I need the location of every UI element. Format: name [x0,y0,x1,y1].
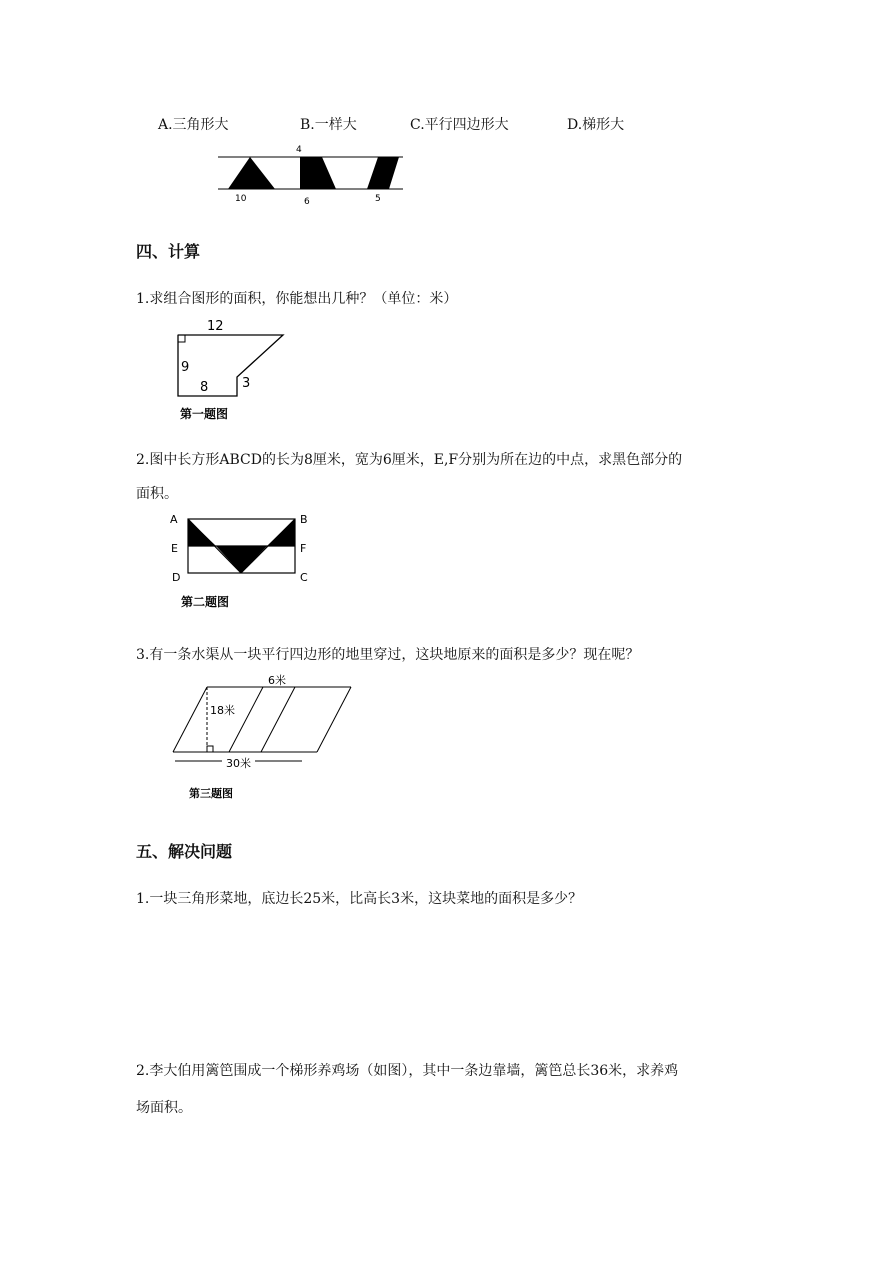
label-base-6: 6 [304,197,310,207]
section-5-question-1: 1.一块三角形菜地，底边长25米，比高长3米，这块菜地的面积是多少？ [136,891,583,907]
fig1-label-12: 12 [207,319,224,334]
fig1-caption: 第一题图 [180,407,229,421]
canal-left-edge [229,687,263,752]
label-top-4: 4 [296,145,302,155]
fig3-caption: 第三题图 [189,787,233,800]
midpoint-e: E [171,542,178,555]
left-edge [173,687,207,752]
right-angle-marker [207,746,213,752]
fig3-label-6m: 6米 [268,674,286,687]
section-4-title: 四、计算 [136,242,201,261]
fig3-label-30m: 30米 [226,757,251,770]
option-a: A.三角形大 [158,117,229,133]
fig2-caption: 第二题图 [181,595,230,609]
section-5-title: 五、解决问题 [136,842,233,861]
label-base-5: 5 [375,194,381,204]
midpoint-f: F [300,542,307,555]
label-base-10: 10 [235,194,247,204]
vertex-b: B [300,513,308,526]
fig1-label-3: 3 [242,376,251,391]
section-4-question-2-line-1: 2.图中长方形ABCD的长为8厘米，宽为6厘米，E,F分别为所在边的中点，求黑色部分的 [136,452,683,468]
vertex-d: D [172,571,181,584]
option-d: D.梯形大 [567,117,625,133]
section-5-question-2-line-2: 场面积。 [136,1100,192,1116]
vertex-c: C [300,571,308,584]
section-4-question-2-line-2: 面积。 [136,486,178,502]
option-c: C.平行四边形大 [410,117,509,133]
fig3-label-18m: 18米 [210,704,235,717]
section-4-question-1: 1.求组合图形的面积，你能想出几种？（单位：米） [136,291,458,307]
section-5-question-2-line-1: 2.李大伯用篱笆围成一个梯形养鸡场（如图），其中一条边靠墙，篱笆总长36米，求养鸡 [136,1063,679,1079]
fig1-label-9: 9 [181,360,190,375]
right-edge [317,687,351,752]
vertex-a: A [170,513,178,526]
option-b: B.一样大 [300,117,357,133]
section-4-question-3: 3.有一条水渠从一块平行四边形的地里穿过，这块地原来的面积是多少？现在呢？ [136,647,640,663]
canal-right-edge [261,687,295,752]
fig1-label-8: 8 [200,380,209,395]
